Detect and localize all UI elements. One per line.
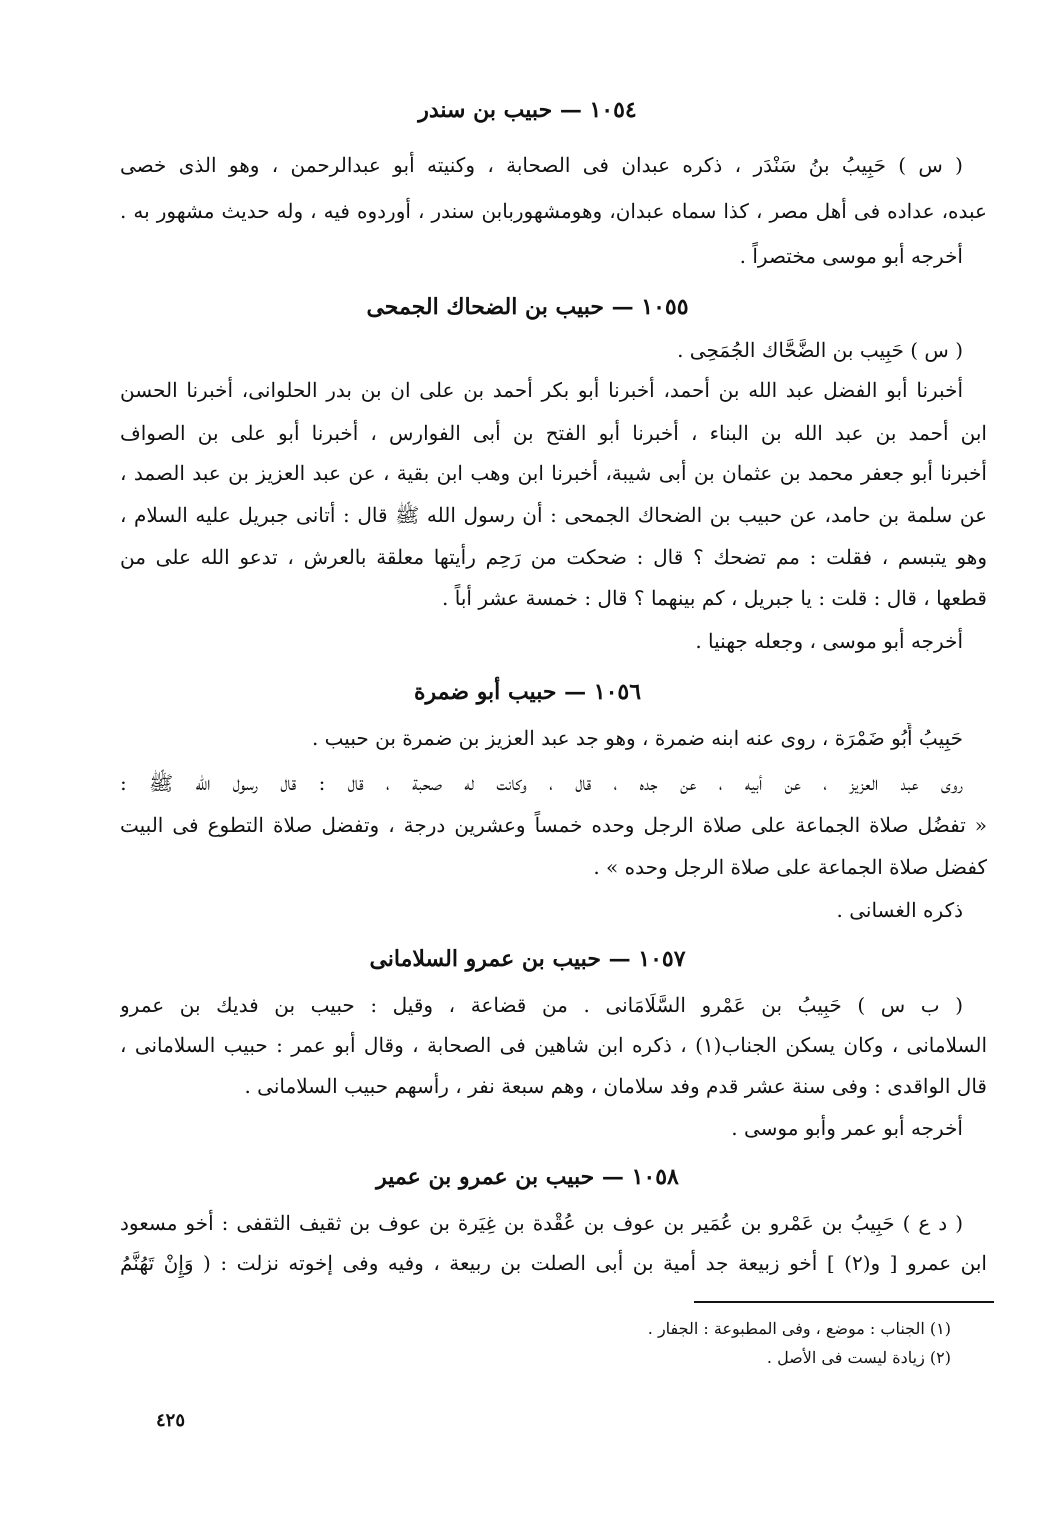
text-line: قال الواقدى : وفى سنة عشر قدم وفد سلامان ، وهم سبعة نفر ، رأسهم حبيب السلامانى .	[244, 1074, 987, 1098]
text-line: أخرجه أبو عمر وأبو موسى .	[731, 1116, 963, 1140]
text-line: أخبرنا أبو جعفر محمد بن عثمان بن أبى شيبة، أخبرنا ابن وهب ابن بقية ، عن عبد العزيز بن عبد الصمد ،	[120, 461, 987, 485]
page-number: ٤٢٥	[156, 1410, 186, 1431]
text-line: ذكره الغسانى .	[836, 898, 963, 922]
text-line: أخبرنا أبو الفضل عبد الله بن أحمد، أخبرنا أبو بكر أحمد بن على ان بن بدر الحلوانى، أخبرنا الحسن	[120, 378, 963, 402]
footnote: (٢) زيادة ليست فى الأصل .	[766, 1348, 951, 1367]
text-line: ( د ع ) حَبِيبُ بن عَمْرو بن عُمَير بن عوف بن عُقْدة بن غِيَرة بن عوف بن ثقيف الثقفى : أخو مسعود	[120, 1211, 963, 1235]
text-line: ابن أحمد بن عبد الله بن البناء ، أخبرنا أبو الفتح بن أبى الفوارس ، أخبرنا أبو على بن الصواف	[120, 421, 987, 445]
footnote-divider	[694, 1301, 994, 1303]
text-line: ( س ) حَبِيبُ بنُ سَنْدَر ، ذكره عبدان فى الصحابة ، وكنيته أبو عبدالرحمن ، وهو الذى خصى	[120, 153, 963, 177]
text-line: حَبِيبُ أَبُو ضَمْرَة ، روى عنه ابنه ضمرة ، وهو جد عبد العزيز بن ضمرة بن حبيب .	[311, 726, 963, 750]
entry-heading: ١٠٥٧ — حبيب بن عمرو السلامانى	[369, 946, 686, 972]
text-line: السلامانى ، وكان يسكن الجناب(١) ، ذكره ابن شاهين فى الصحابة ، وقال أبو عمر : حبيب السلامانى ،	[120, 1033, 987, 1057]
text-line: عن سلمة بن حامد، عن حبيب بن الضحاك الجمحى : أن رسول الله ﷺ قال : أتانى جبريل عليه السلام ،	[120, 503, 987, 527]
text-line: ( س ) حَبِيب بن الضَّحَّاك الجُمَحِى .	[677, 338, 963, 362]
text-line: أخرجه أبو موسى مختصراً .	[739, 244, 963, 268]
entry-heading: ١٠٥٦ — حبيب أبو ضمرة	[413, 679, 642, 705]
text-line: كفضل صلاة الجماعة على صلاة الرجل وحده » .	[593, 855, 987, 879]
text-line: روى عبد العزيز ، عن أبيه ، عن جده ، قال ، وكانت له صحبة ، قال : قال رسول الله ﷺ :	[120, 771, 963, 795]
text-line: وهو يتبسم ، فقلت : مم تضحك ؟ قال : ضحكت من رَحِم رأيتها معلقة بالعرش ، تدعو الله على من	[120, 545, 987, 569]
footnote: (١) الجناب : موضع ، وفى المطبوعة : الجفار .	[647, 1319, 951, 1338]
text-line: ابن عمرو [ و(٢) ] أخو زبيعة جد أمية بن أبى الصلت بن ربيعة ، وفيه وفى إخوته نزلت : ( وَإِنْ تَهُنَّمُ	[120, 1251, 987, 1275]
entry-heading: ١٠٥٨ — حبيب بن عمرو بن عمير	[376, 1164, 679, 1190]
text-line: ( ب س ) حَبِيبُ بن عَمْرو السَّلَامَانى . من قضاعة ، وقيل : حبيب بن فديك بن عمرو	[120, 993, 963, 1017]
text-line: عبده، عداده فى أهل مصر ، كذا سماه عبدان، وهومشهوربابن سندر ، أوردوه فيه ، وله حديث مشهور به .	[120, 199, 987, 223]
text-line: قطعها ، قال : قلت : يا جبريل ، كم بينهما ؟ قال : خمسة عشر أباً .	[442, 586, 987, 610]
text-line: أخرجه أبو موسى ، وجعله جهنيا .	[695, 629, 963, 653]
entry-heading: ١٠٥٤ — حبيب بن سندر	[418, 97, 637, 123]
text-line: « تفضُل صلاة الجماعة على صلاة الرجل وحده خمساً وعشرين درجة ، وتفضل صلاة التطوع فى البيت	[120, 813, 987, 837]
entry-heading: ١٠٥٥ — حبيب بن الضحاك الجمحى	[366, 294, 689, 320]
